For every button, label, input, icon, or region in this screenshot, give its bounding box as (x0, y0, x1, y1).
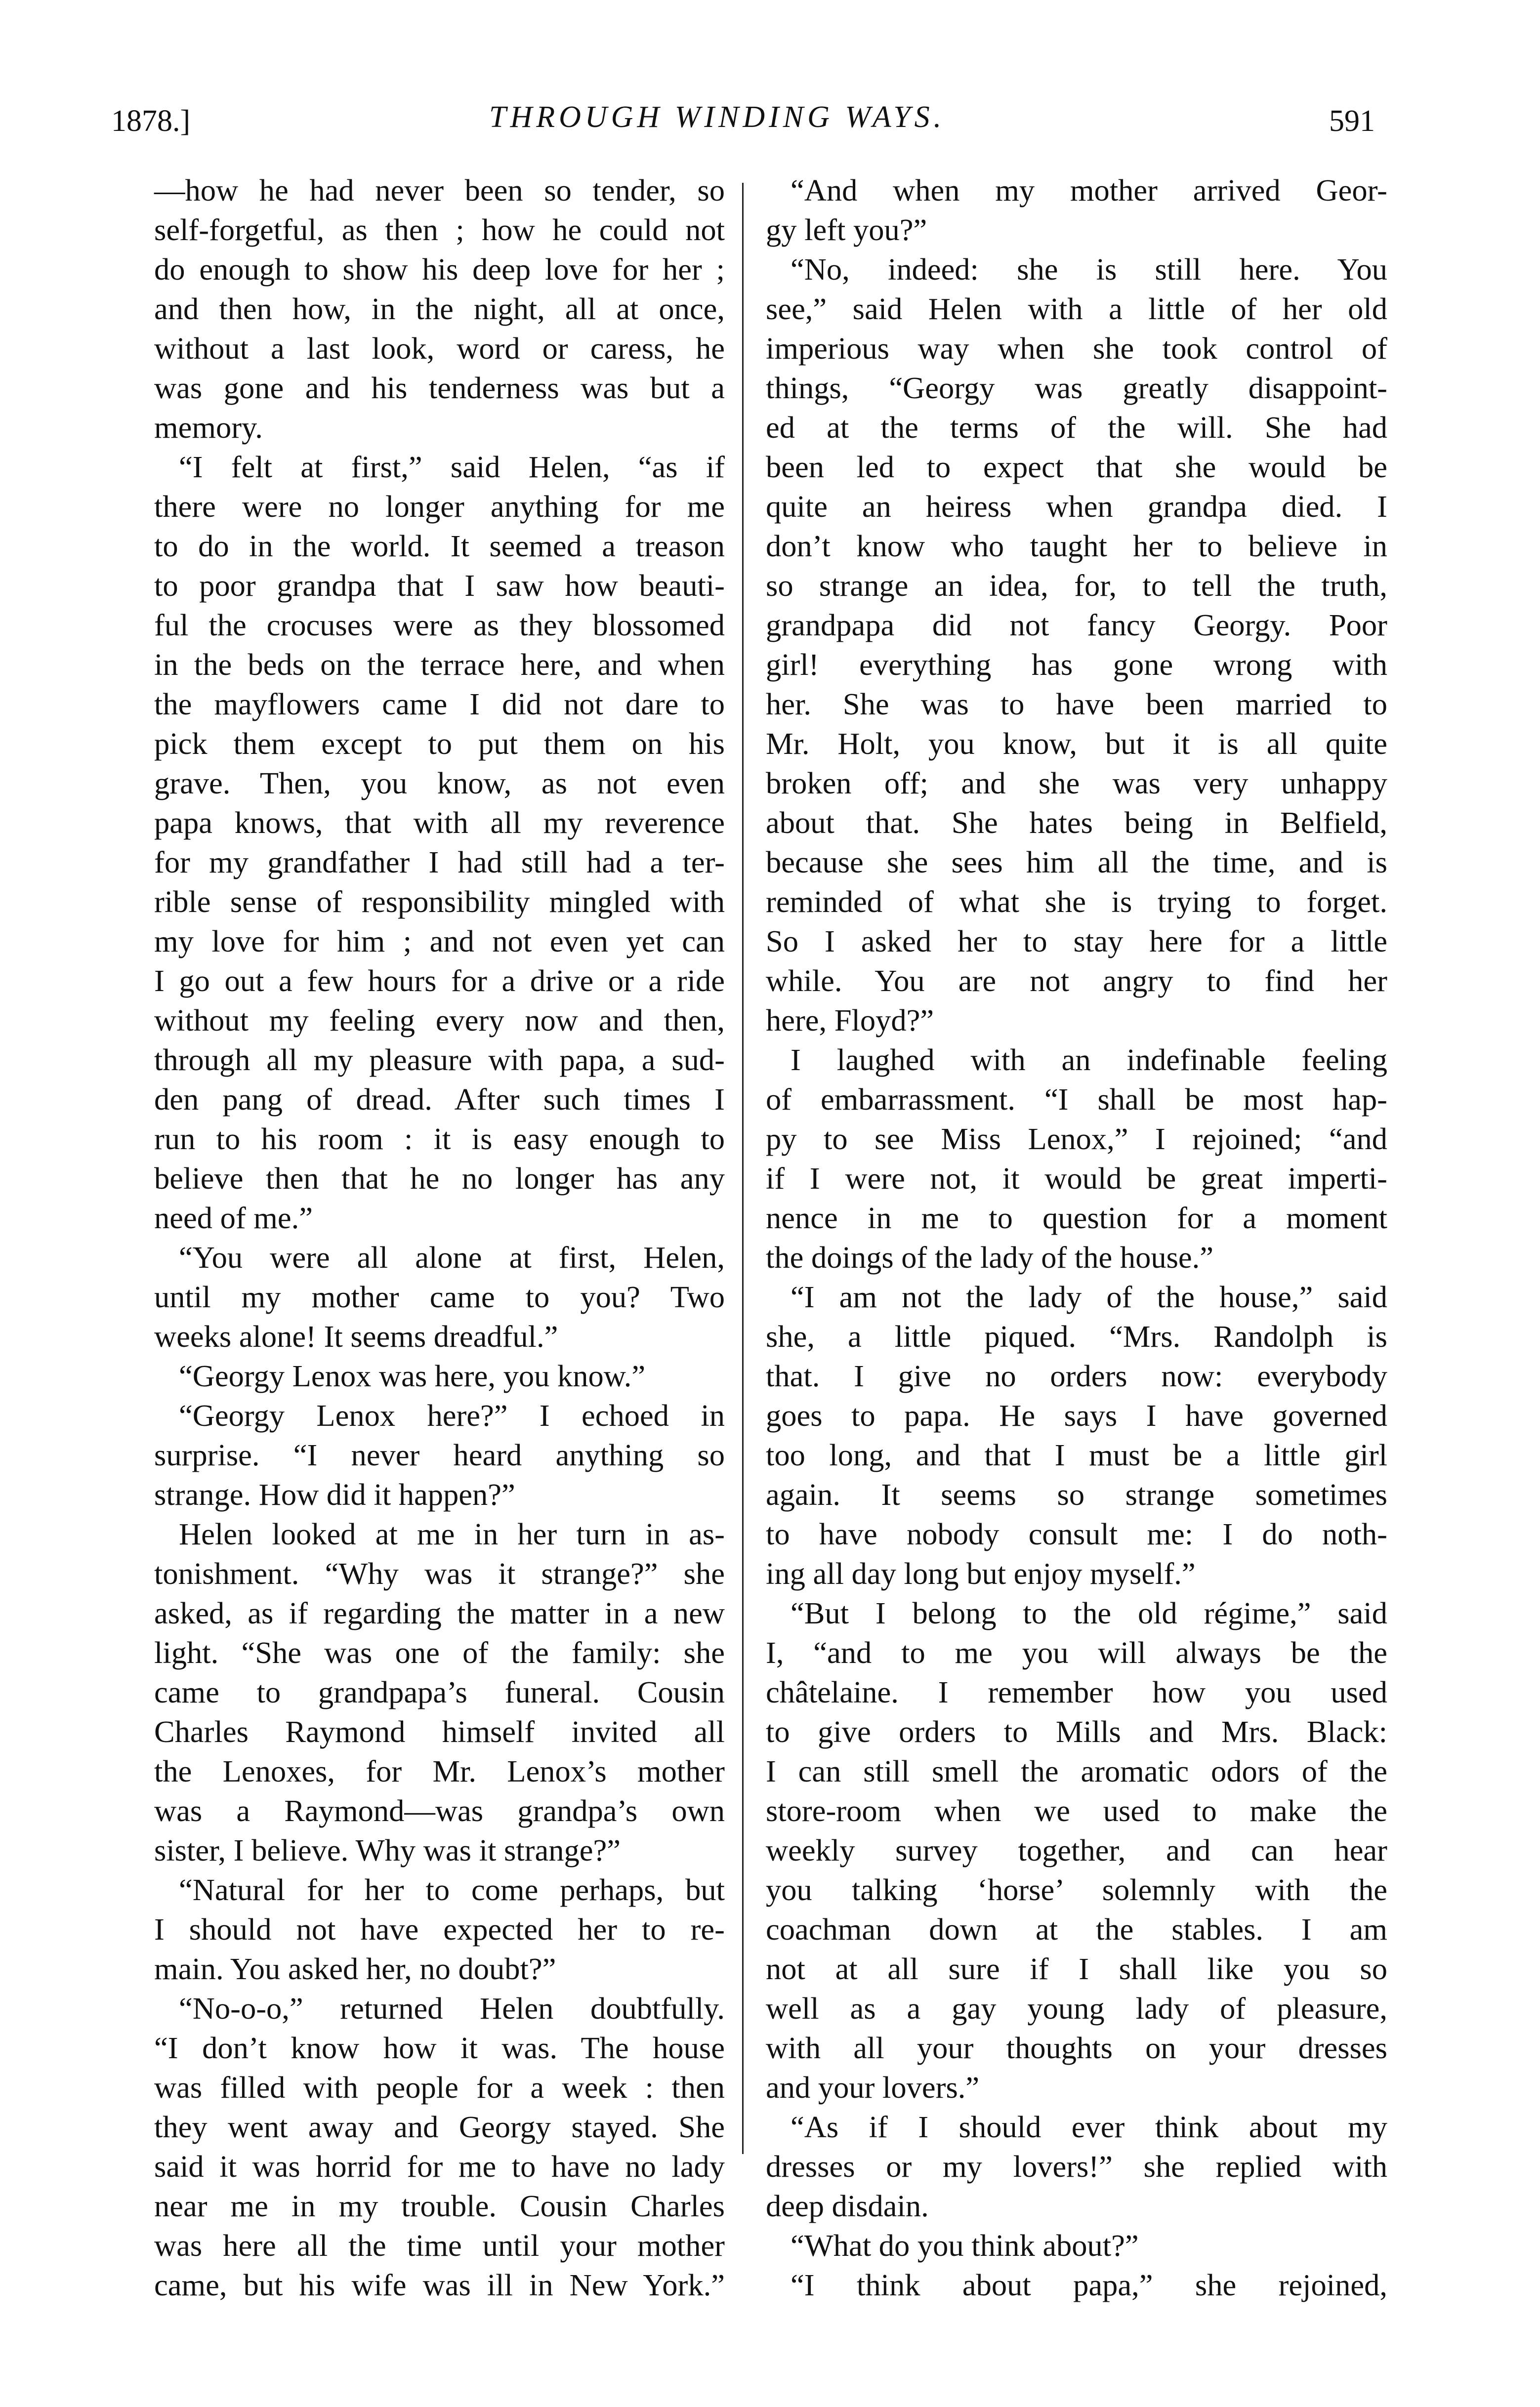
text-line: strange. How did it happen?” (154, 1477, 515, 1512)
text-line: you talking ‘horse’ solemnly with the (766, 1872, 1387, 1907)
text-line: nence in me to question for a moment (766, 1201, 1387, 1235)
right-text-column (766, 170, 1387, 2305)
text-line: “As if I should ever think about my (791, 2110, 1387, 2144)
text-line: “And when my mother arrived Geor- (791, 173, 1387, 208)
text-line: that. I give no orders now: everybody (766, 1359, 1387, 1393)
text-line: “No-o-o,” returned Helen doubtfully. (179, 1991, 725, 2026)
text-line: memory. (154, 410, 263, 445)
text-line: too long, and that I must be a little girl (766, 1438, 1387, 1472)
text-line: here, Floyd?” (766, 1003, 934, 1038)
text-line: “I am not the lady of the house,” said (791, 1280, 1387, 1314)
text-line: so strange an idea, for, to tell the truth, (766, 568, 1387, 603)
text-line: So I asked her to stay here for a little (766, 924, 1387, 958)
text-line: through all my pleasure with papa, a sud- (154, 1042, 725, 1077)
text-line: for my grandfather I had still had a ter- (154, 845, 725, 879)
text-line: “But I belong to the old régime,” said (791, 1596, 1387, 1630)
text-line: again. It seems so strange sometimes (766, 1477, 1387, 1512)
text-line: she, a little piqued. “Mrs. Randolph is (766, 1319, 1387, 1354)
text-line: came, but his wife was ill in New York.” (154, 2268, 725, 2302)
text-line: store-room when we used to make the (766, 1793, 1387, 1828)
text-line: ed at the terms of the will. She had (766, 410, 1387, 445)
text-line: broken off; and she was very unhappy (766, 766, 1387, 800)
text-line: asked, as if regarding the matter in a new (154, 1596, 725, 1630)
header-year: 1878.] (111, 104, 191, 138)
text-line: “I think about papa,” she rejoined, (791, 2268, 1387, 2302)
text-line: self-forgetful, as then ; how he could not (154, 212, 725, 247)
text-line: “Natural for her to come perhaps, but (179, 1872, 725, 1907)
text-line: pick them except to put them on his (154, 726, 725, 761)
text-line: been led to expect that she would be (766, 450, 1387, 484)
text-line: not at all sure if I shall like you so (766, 1951, 1387, 1986)
text-line: I can still smell the aromatic odors of the (766, 1754, 1387, 1788)
text-line: main. You asked her, no doubt?” (154, 1951, 556, 1986)
text-line: Mr. Holt, you know, but it is all quite (766, 726, 1387, 761)
text-line: dresses or my lovers!” she replied with (766, 2149, 1387, 2184)
text-line: to give orders to Mills and Mrs. Black: (766, 1714, 1387, 1749)
text-line: “What do you think about?” (791, 2228, 1139, 2263)
text-line: I laughed with an indefinable feeling (791, 1042, 1387, 1077)
text-line: papa knows, that with all my reverence (154, 805, 725, 840)
text-line: to have nobody consult me: I do noth- (766, 1517, 1387, 1551)
text-line: my love for him ; and not even yet can (154, 924, 725, 958)
text-line: ful the crocuses were as they blossomed (154, 608, 725, 642)
text-line: about that. She hates being in Belfield, (766, 805, 1387, 840)
text-line: and your lovers.” (766, 2070, 980, 2105)
left-text-column (154, 170, 725, 2305)
text-line: grave. Then, you know, as not even (154, 766, 725, 800)
text-line: things, “Georgy was greatly disappoint- (766, 371, 1387, 405)
text-line: surprise. “I never heard anything so (154, 1438, 725, 1472)
text-line: was filled with people for a week : then (154, 2070, 725, 2105)
text-line: do enough to show his deep love for her ; (154, 252, 725, 287)
text-line: the doings of the lady of the house.” (766, 1240, 1214, 1275)
text-line: py to see Miss Lenox,” I rejoined; “and (766, 1121, 1387, 1156)
text-line: —how he had never been so tender, so (154, 173, 725, 208)
text-line: weekly survey together, and can hear (766, 1833, 1387, 1868)
text-line: coachman down at the stables. I am (766, 1912, 1387, 1947)
text-line: run to his room : it is easy enough to (154, 1121, 725, 1156)
text-line: “Georgy Lenox here?” I echoed in (179, 1398, 725, 1433)
text-line: was a Raymond—was grandpa’s own (154, 1793, 725, 1828)
text-line: there were no longer anything for me (154, 489, 725, 524)
text-line: ing all day long but enjoy myself.” (766, 1556, 1196, 1591)
text-line: Helen looked at me in her turn in as- (179, 1517, 725, 1551)
column-divider (742, 183, 744, 2154)
text-line: the mayflowers came I did not dare to (154, 687, 725, 721)
running-header (0, 69, 1540, 138)
text-line: “You were all alone at first, Helen, (179, 1240, 725, 1275)
text-line: of embarrassment. “I shall be most hap- (766, 1082, 1387, 1117)
text-line: gy left you?” (766, 212, 927, 247)
text-line: and then how, in the night, all at once, (154, 291, 725, 326)
text-line: “I felt at first,” said Helen, “as if (179, 450, 725, 484)
text-line: because she sees him all the time, and is (766, 845, 1387, 879)
text-line: châtelaine. I remember how you used (766, 1675, 1387, 1709)
text-line: I go out a few hours for a drive or a ride (154, 963, 725, 998)
text-line: while. You are not angry to find her (766, 963, 1387, 998)
text-line: imperious way when she took control of (766, 331, 1387, 366)
text-line: weeks alone! It seems dreadful.” (154, 1319, 558, 1354)
text-line: without my feeling every now and then, (154, 1003, 725, 1038)
text-line: Charles Raymond himself invited all (154, 1714, 725, 1749)
text-line: “No, indeed: she is still here. You (791, 252, 1387, 287)
text-line: reminded of what she is trying to forget. (766, 884, 1387, 919)
text-line: light. “She was one of the family: she (154, 1635, 725, 1670)
text-line: I, “and to me you will always be the (766, 1635, 1387, 1670)
text-line: girl! everything has gone wrong with (766, 647, 1387, 682)
text-line: den pang of dread. After such times I (154, 1082, 725, 1117)
text-line: until my mother came to you? Two (154, 1280, 725, 1314)
text-line: if I were not, it would be great imperti- (766, 1161, 1387, 1196)
text-line: sister, I believe. Why was it strange?” (154, 1833, 621, 1868)
text-line: with all your thoughts on your dresses (766, 2031, 1387, 2065)
text-line: was gone and his tenderness was but a (154, 371, 725, 405)
header-title: THROUGH WINDING WAYS. (489, 100, 946, 134)
text-line: grandpapa did not fancy Georgy. Poor (766, 608, 1387, 642)
text-line: her. She was to have been married to (766, 687, 1387, 721)
text-line: to poor grandpa that I saw how beauti- (154, 568, 725, 603)
text-line: believe then that he no longer has any (154, 1161, 725, 1196)
text-line: in the beds on the terrace here, and when (154, 647, 725, 682)
text-line: was here all the time until your mother (154, 2228, 725, 2263)
text-line: I should not have expected her to re- (154, 1912, 725, 1947)
text-line: the Lenoxes, for Mr. Lenox’s mother (154, 1754, 725, 1788)
text-line: near me in my trouble. Cousin Charles (154, 2189, 725, 2223)
page-number: 591 (1329, 104, 1375, 138)
text-line: without a last look, word or caress, he (154, 331, 725, 366)
text-line: deep disdain. (766, 2189, 929, 2223)
text-line: they went away and Georgy stayed. She (154, 2110, 725, 2144)
text-line: well as a gay young lady of pleasure, (766, 1991, 1387, 2026)
text-line: tonishment. “Why was it strange?” she (154, 1556, 725, 1591)
text-line: said it was horrid for me to have no lady (154, 2149, 725, 2184)
text-line: don’t know who taught her to believe in (766, 529, 1387, 563)
text-line: “Georgy Lenox was here, you know.” (179, 1359, 646, 1393)
text-line: need of me.” (154, 1201, 313, 1235)
text-line: came to grandpapa’s funeral. Cousin (154, 1675, 725, 1709)
text-line: quite an heiress when grandpa died. I (766, 489, 1387, 524)
text-line: to do in the world. It seemed a treason (154, 529, 725, 563)
text-line: goes to papa. He says I have governed (766, 1398, 1387, 1433)
text-line: rible sense of responsibility mingled with (154, 884, 725, 919)
text-line: “I don’t know how it was. The house (154, 2031, 725, 2065)
text-line: see,” said Helen with a little of her old (766, 291, 1387, 326)
